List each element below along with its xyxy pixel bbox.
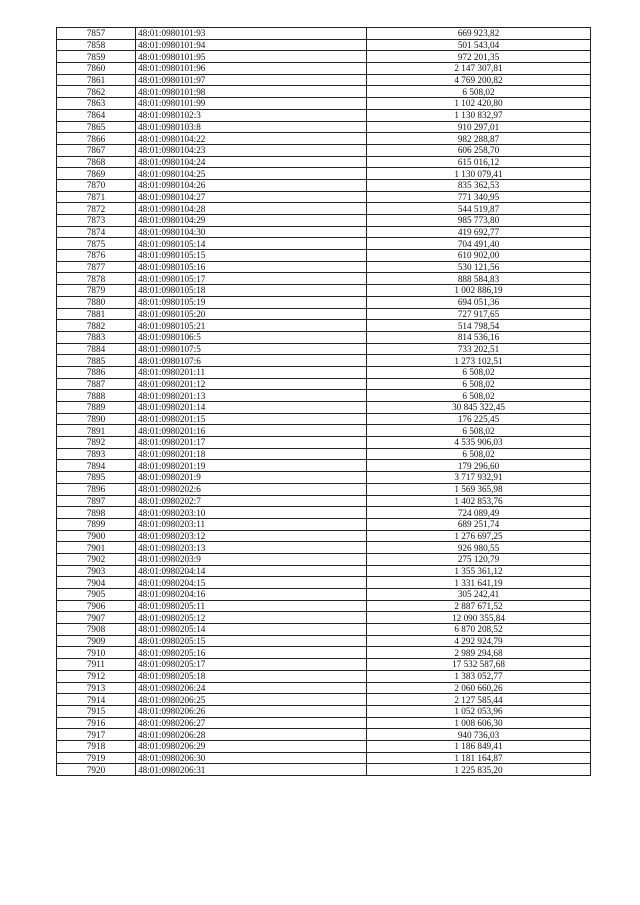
table-row [57,402,591,414]
row-number: 7863 [57,98,136,110]
row-number: 7911 [57,659,136,671]
cadastral-number: 48:01:0980105:21 [136,320,367,332]
cadastral-number: 48:01:0980206:27 [136,717,367,729]
table-row [57,764,591,776]
cadastral-value: 305 242,41 [367,589,591,601]
table-row [57,612,591,624]
cadastral-value: 4 769 200,82 [367,74,591,86]
row-number: 7891 [57,425,136,437]
cadastral-number: 48:01:0980104:23 [136,144,367,156]
table-row [57,226,591,238]
cadastral-value: 689 251,74 [367,518,591,530]
cadastral-number: 48:01:0980205:14 [136,624,367,636]
cadastral-value: 1 130 079,41 [367,168,591,180]
cadastral-value: 1 181 164,87 [367,752,591,764]
cadastral-number: 48:01:0980104:30 [136,226,367,238]
table-row [57,273,591,285]
cadastral-number: 48:01:0980201:11 [136,366,367,378]
table-row [57,659,591,671]
cadastral-number: 48:01:0980104:26 [136,179,367,191]
cadastral-number: 48:01:0980201:19 [136,460,367,472]
table-row [57,390,591,402]
row-number: 7920 [57,764,136,776]
row-number: 7912 [57,670,136,682]
row-number: 7895 [57,472,136,484]
cadastral-value: 910 297,01 [367,121,591,133]
table-row [57,530,591,542]
row-number: 7857 [57,28,136,40]
cadastral-value: 724 089,49 [367,507,591,519]
row-number: 7908 [57,624,136,636]
table-row [57,320,591,332]
table-row [57,589,591,601]
cadastral-value: 6 508,02 [367,425,591,437]
cadastral-number: 48:01:0980103:8 [136,121,367,133]
table-row [57,63,591,75]
row-number: 7885 [57,355,136,367]
table-row [57,203,591,215]
cadastral-number: 48:01:0980105:15 [136,250,367,262]
cadastral-value: 6 870 208,52 [367,624,591,636]
row-number: 7859 [57,51,136,63]
row-number: 7876 [57,250,136,262]
row-number: 7867 [57,144,136,156]
table-row [57,250,591,262]
row-number: 7877 [57,261,136,273]
cadastral-number: 48:01:0980202:6 [136,483,367,495]
cadastral-value: 1 008 606,30 [367,717,591,729]
cadastral-value: 6 508,02 [367,390,591,402]
row-number: 7858 [57,39,136,51]
cadastral-number: 48:01:0980201:14 [136,402,367,414]
table-row [57,553,591,565]
row-number: 7914 [57,694,136,706]
table-row [57,51,591,63]
cadastral-value: 6 508,02 [367,366,591,378]
cadastral-number: 48:01:0980101:98 [136,86,367,98]
table-row [57,495,591,507]
row-number: 7899 [57,518,136,530]
cadastral-value: 1 225 835,20 [367,764,591,776]
cadastral-number: 48:01:0980105:20 [136,308,367,320]
cadastral-value: 275 120,79 [367,553,591,565]
cadastral-value: 176 225,45 [367,413,591,425]
table-row [57,542,591,554]
row-number: 7864 [57,109,136,121]
row-number: 7886 [57,366,136,378]
row-number: 7884 [57,343,136,355]
table-row [57,28,591,40]
row-number: 7888 [57,390,136,402]
table-row [57,109,591,121]
table-row [57,98,591,110]
cadastral-number: 48:01:0980205:17 [136,659,367,671]
cadastral-number: 48:01:0980101:95 [136,51,367,63]
cadastral-value: 17 532 587,68 [367,659,591,671]
cadastral-value: 615 016,12 [367,156,591,168]
table-row [57,717,591,729]
cadastral-number: 48:01:0980205:15 [136,635,367,647]
table-row [57,448,591,460]
table-row [57,191,591,203]
row-number: 7875 [57,238,136,250]
row-number: 7872 [57,203,136,215]
cadastral-value: 1 383 052,77 [367,670,591,682]
row-number: 7889 [57,402,136,414]
table-row [57,156,591,168]
cadastral-value: 1 130 832,97 [367,109,591,121]
row-number: 7910 [57,647,136,659]
row-number: 7878 [57,273,136,285]
cadastral-value: 6 508,02 [367,86,591,98]
row-number: 7862 [57,86,136,98]
cadastral-number: 48:01:0980105:17 [136,273,367,285]
cadastral-value: 1 102 420,80 [367,98,591,110]
row-number: 7890 [57,413,136,425]
cadastral-value: 2 887 671,52 [367,600,591,612]
table-row [57,635,591,647]
cadastral-number: 48:01:0980101:96 [136,63,367,75]
cadastral-number: 48:01:0980205:11 [136,600,367,612]
cadastral-value: 610 902,00 [367,250,591,262]
row-number: 7869 [57,168,136,180]
row-number: 7898 [57,507,136,519]
cadastral-value: 4 292 924,79 [367,635,591,647]
cadastral-value: 814 536,16 [367,331,591,343]
cadastral-value: 926 980,55 [367,542,591,554]
cadastral-value: 30 845 322,45 [367,402,591,414]
cadastral-value: 835 362,53 [367,179,591,191]
cadastral-number: 48:01:0980107:5 [136,343,367,355]
table-row [57,729,591,741]
cadastral-value: 771 340,95 [367,191,591,203]
row-number: 7881 [57,308,136,320]
table-row [57,215,591,227]
table-row [57,752,591,764]
cadastral-value: 1 276 697,25 [367,530,591,542]
row-number: 7900 [57,530,136,542]
cadastral-number: 48:01:0980107:6 [136,355,367,367]
row-number: 7918 [57,740,136,752]
cadastral-value: 3 717 932,91 [367,472,591,484]
cadastral-value: 501 543,04 [367,39,591,51]
cadastral-value: 1 052 053,96 [367,705,591,717]
cadastral-number: 48:01:0980104:24 [136,156,367,168]
row-number: 7916 [57,717,136,729]
cadastral-value: 669 923,82 [367,28,591,40]
row-number: 7909 [57,635,136,647]
cadastral-value: 694 051,36 [367,296,591,308]
cadastral-number: 48:01:0980102:3 [136,109,367,121]
cadastral-number: 48:01:0980206:25 [136,694,367,706]
row-number: 7868 [57,156,136,168]
cadastral-value: 940 736,03 [367,729,591,741]
cadastral-value: 4 535 906,03 [367,437,591,449]
table-row [57,682,591,694]
table-row [57,483,591,495]
cadastral-value: 888 584,83 [367,273,591,285]
table-row [57,179,591,191]
cadastral-value: 1 186 849,41 [367,740,591,752]
row-number: 7917 [57,729,136,741]
cadastral-value: 733 202,51 [367,343,591,355]
row-number: 7893 [57,448,136,460]
cadastral-value: 972 201,35 [367,51,591,63]
cadastral-value: 544 519,87 [367,203,591,215]
cadastral-value: 606 258,70 [367,144,591,156]
cadastral-value: 1 002 886,19 [367,285,591,297]
cadastral-value: 727 917,65 [367,308,591,320]
cadastral-value: 2 060 660,26 [367,682,591,694]
table-row [57,705,591,717]
table-row [57,378,591,390]
cadastral-value: 1 402 853,76 [367,495,591,507]
cadastral-number: 48:01:0980203:13 [136,542,367,554]
table-row [57,577,591,589]
row-number: 7915 [57,705,136,717]
table-row [57,694,591,706]
row-number: 7892 [57,437,136,449]
row-number: 7873 [57,215,136,227]
table-row [57,74,591,86]
cadastral-number: 48:01:0980206:28 [136,729,367,741]
row-number: 7897 [57,495,136,507]
table-row [57,355,591,367]
cadastral-value-table [56,27,591,776]
table-row [57,600,591,612]
cadastral-value: 982 288,87 [367,133,591,145]
cadastral-number: 48:01:0980104:28 [136,203,367,215]
cadastral-value: 2 147 307,81 [367,63,591,75]
row-number: 7887 [57,378,136,390]
row-number: 7883 [57,331,136,343]
cadastral-number: 48:01:0980201:13 [136,390,367,402]
table-row [57,144,591,156]
cadastral-number: 48:01:0980105:14 [136,238,367,250]
table-body [57,28,591,776]
cadastral-number: 48:01:0980203:12 [136,530,367,542]
row-number: 7894 [57,460,136,472]
table-row [57,121,591,133]
row-number: 7874 [57,226,136,238]
cadastral-number: 48:01:0980104:25 [136,168,367,180]
row-number: 7903 [57,565,136,577]
cadastral-value: 1 273 102,51 [367,355,591,367]
table-row [57,168,591,180]
row-number: 7870 [57,179,136,191]
cadastral-number: 48:01:0980105:16 [136,261,367,273]
row-number: 7880 [57,296,136,308]
table-row [57,308,591,320]
cadastral-number: 48:01:0980105:19 [136,296,367,308]
cadastral-number: 48:01:0980203:11 [136,518,367,530]
cadastral-number: 48:01:0980101:97 [136,74,367,86]
cadastral-number: 48:01:0980206:30 [136,752,367,764]
table-row [57,413,591,425]
table-row [57,343,591,355]
cadastral-value: 1 331 641,19 [367,577,591,589]
row-number: 7907 [57,612,136,624]
cadastral-value: 179 296,60 [367,460,591,472]
row-number: 7919 [57,752,136,764]
row-number: 7865 [57,121,136,133]
cadastral-number: 48:01:0980205:12 [136,612,367,624]
table-row [57,518,591,530]
row-number: 7860 [57,63,136,75]
table-row [57,285,591,297]
table-row [57,296,591,308]
cadastral-number: 48:01:0980101:93 [136,28,367,40]
cadastral-value: 6 508,02 [367,378,591,390]
row-number: 7901 [57,542,136,554]
cadastral-value: 419 692,77 [367,226,591,238]
cadastral-number: 48:01:0980201:15 [136,413,367,425]
row-number: 7882 [57,320,136,332]
cadastral-number: 48:01:0980104:29 [136,215,367,227]
cadastral-value: 2 127 585,44 [367,694,591,706]
row-number: 7871 [57,191,136,203]
row-number: 7904 [57,577,136,589]
cadastral-value: 985 773,80 [367,215,591,227]
table-row [57,331,591,343]
cadastral-value: 704 491,40 [367,238,591,250]
table-row [57,238,591,250]
cadastral-number: 48:01:0980202:7 [136,495,367,507]
table-row [57,133,591,145]
table-row [57,472,591,484]
cadastral-value: 530 121,56 [367,261,591,273]
row-number: 7861 [57,74,136,86]
cadastral-number: 48:01:0980205:16 [136,647,367,659]
row-number: 7906 [57,600,136,612]
row-number: 7879 [57,285,136,297]
cadastral-number: 48:01:0980106:5 [136,331,367,343]
cadastral-number: 48:01:0980206:31 [136,764,367,776]
table-row [57,624,591,636]
cadastral-number: 48:01:0980206:26 [136,705,367,717]
cadastral-number: 48:01:0980204:15 [136,577,367,589]
cadastral-value: 2 989 294,68 [367,647,591,659]
table-row [57,647,591,659]
table-row [57,366,591,378]
cadastral-value: 1 569 365,98 [367,483,591,495]
row-number: 7866 [57,133,136,145]
cadastral-value: 12 090 355,84 [367,612,591,624]
cadastral-number: 48:01:0980101:99 [136,98,367,110]
table-row [57,460,591,472]
cadastral-number: 48:01:0980101:94 [136,39,367,51]
table-row [57,425,591,437]
cadastral-number: 48:01:0980201:17 [136,437,367,449]
table-row [57,39,591,51]
cadastral-number: 48:01:0980201:9 [136,472,367,484]
cadastral-number: 48:01:0980201:16 [136,425,367,437]
cadastral-number: 48:01:0980204:14 [136,565,367,577]
cadastral-number: 48:01:0980204:16 [136,589,367,601]
cadastral-number: 48:01:0980206:29 [136,740,367,752]
cadastral-value: 6 508,02 [367,448,591,460]
row-number: 7913 [57,682,136,694]
cadastral-number: 48:01:0980203:9 [136,553,367,565]
table-row [57,261,591,273]
cadastral-number: 48:01:0980203:10 [136,507,367,519]
table-row [57,565,591,577]
table-row [57,740,591,752]
table-row [57,507,591,519]
cadastral-value: 1 355 361,12 [367,565,591,577]
row-number: 7896 [57,483,136,495]
cadastral-number: 48:01:0980201:18 [136,448,367,460]
cadastral-number: 48:01:0980201:12 [136,378,367,390]
row-number: 7902 [57,553,136,565]
cadastral-number: 48:01:0980105:18 [136,285,367,297]
table-row [57,437,591,449]
cadastral-number: 48:01:0980205:18 [136,670,367,682]
table-row [57,670,591,682]
table-row [57,86,591,98]
row-number: 7905 [57,589,136,601]
cadastral-number: 48:01:0980104:27 [136,191,367,203]
cadastral-value: 514 798,54 [367,320,591,332]
cadastral-number: 48:01:0980206:24 [136,682,367,694]
cadastral-number: 48:01:0980104:22 [136,133,367,145]
